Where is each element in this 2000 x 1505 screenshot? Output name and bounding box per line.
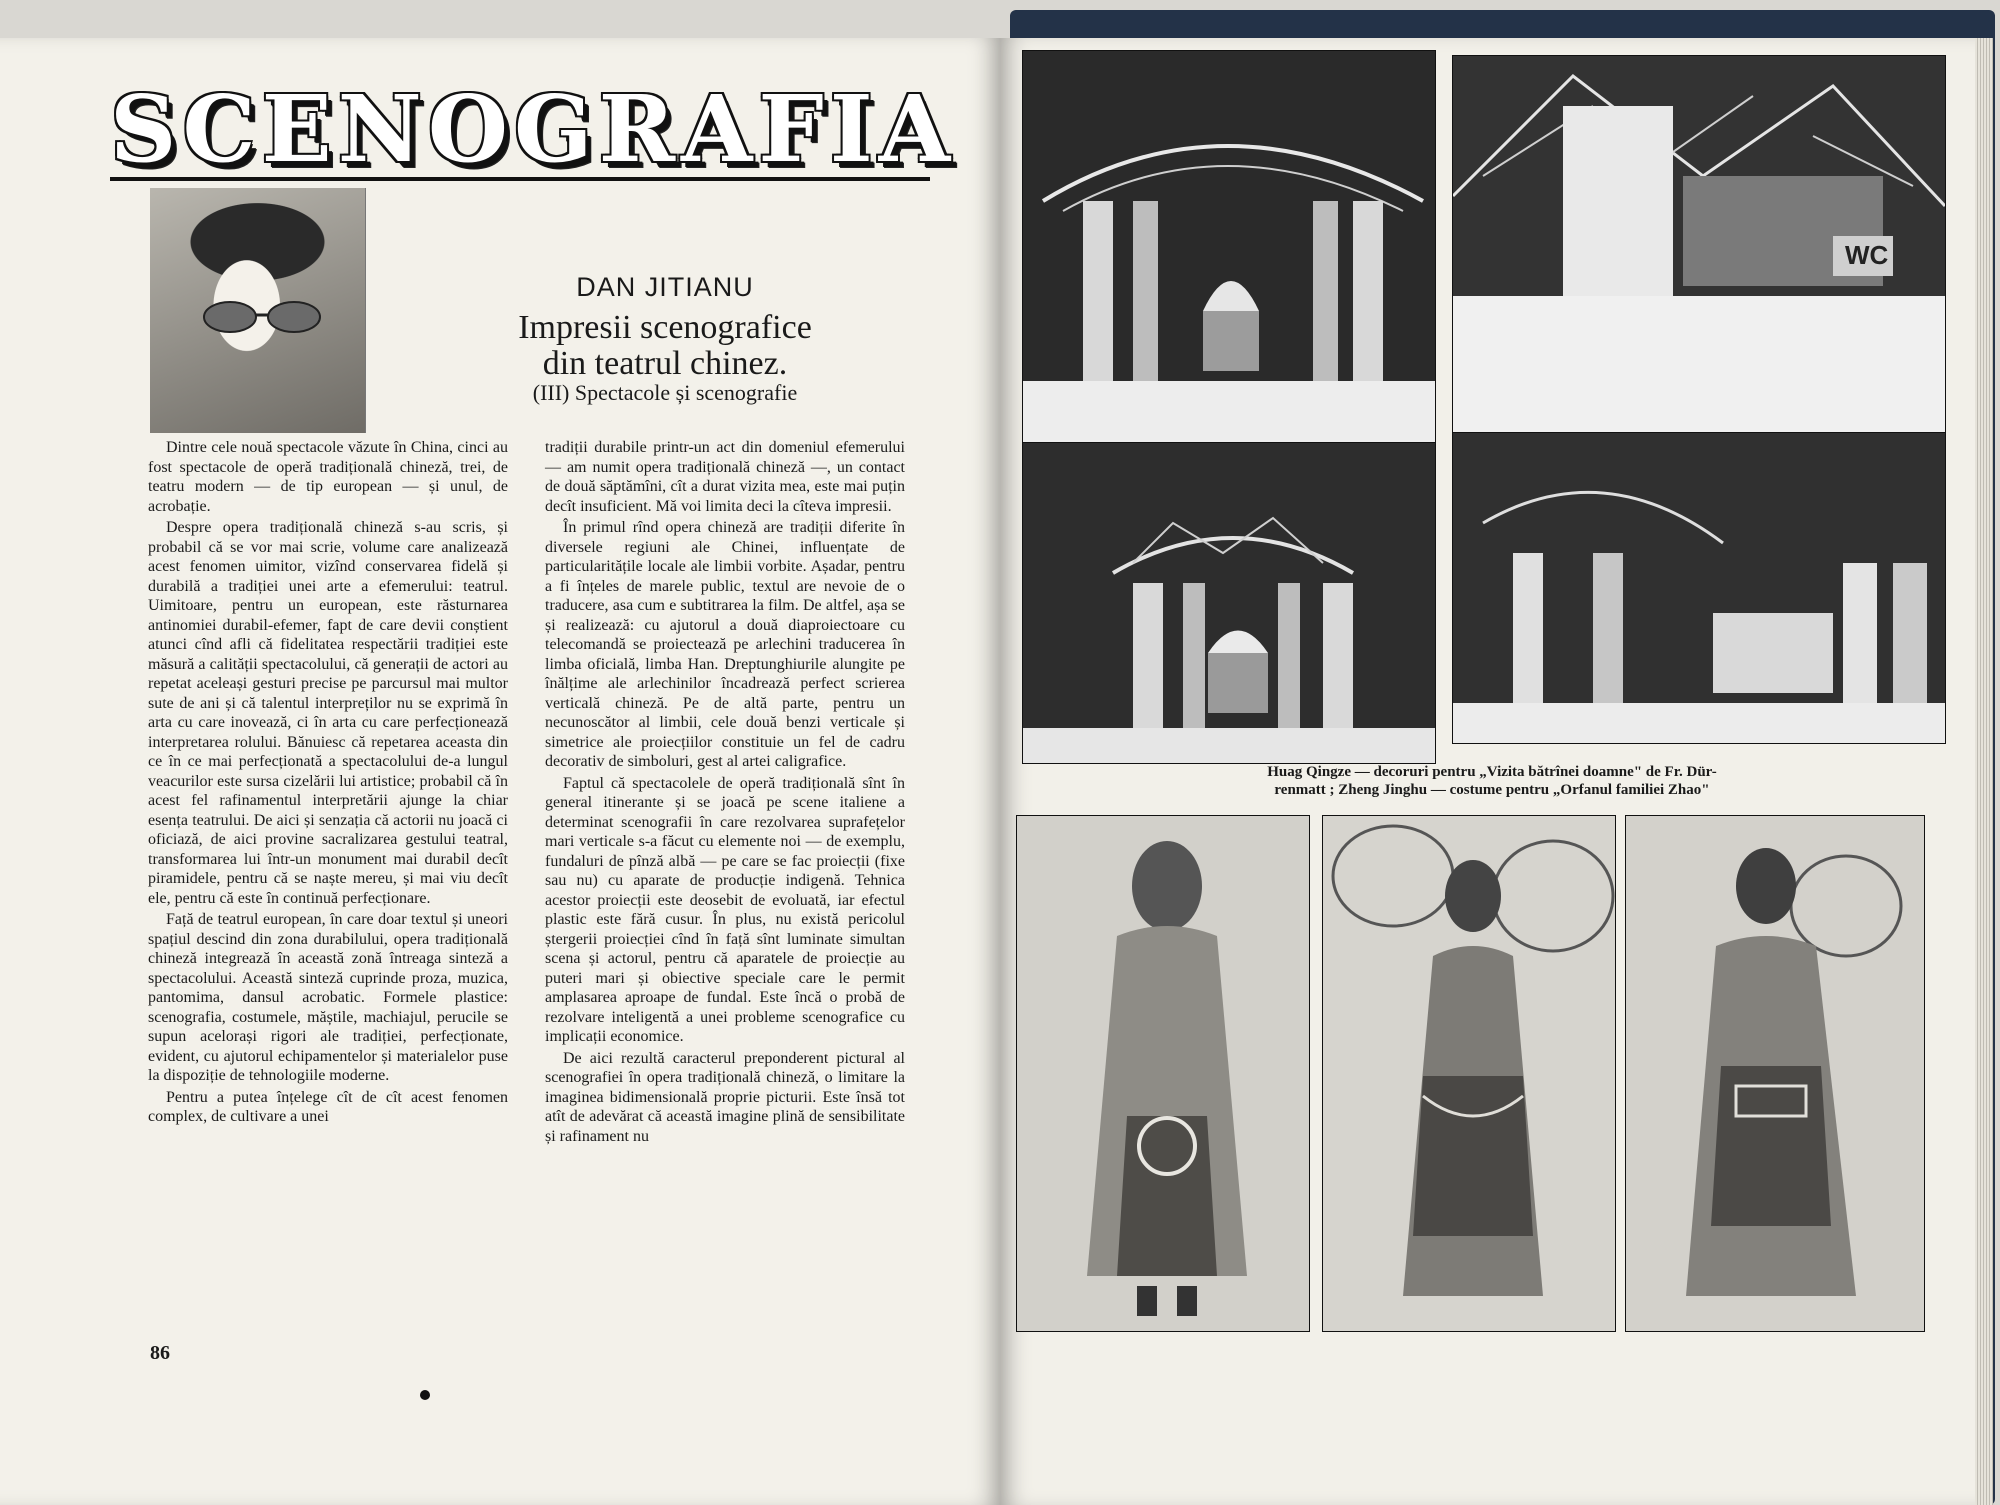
page-stack-edge [1975,38,1993,1505]
author-name: DAN JITIANU [576,272,754,302]
costume-drawing-2 [1322,815,1616,1332]
text-column-1 [148,438,508,1129]
costume-drawing-1 [1016,815,1310,1332]
wc-sign-text: WC [1845,240,1889,270]
article-title [460,310,870,382]
paragraph: Față de teatrul european, în care doar textul și uneori spațiul descind din zona durabilului, opera tradițională chineză integrează în această zonă întreaga sinteză a spectacolului. Această sinteză cuprinde proza, muzica, pantomima, dansul acrobatic. Formele plastice: scenografia, costumele, măștile, machiajul, perucile se supun acelorași rigori ale tradiției, perfecționate, evident, cu ajutorul echipamentelor și materialelor puse la dispoziție de tehnologiile moderne. [148,911,508,1084]
costume-drawing-3 [1625,815,1925,1332]
masthead-title: SCENOGRAFIA [110,75,957,183]
author-portrait-photo [150,188,366,433]
paragraph: De aici rezultă caracterul preponderent pictural al scenografiei în opera tradițională chineză, o limitare la imaginea bidimensională proprie picturii. Este însă tot atît de adevărat că această imagine plină de sensibilitate și rafinament nu [545,1049,905,1145]
photo-caption [1172,763,1812,799]
paragraph: Faptul că spectacolele de operă tradițională sînt în general itinerante și se joacă pe scene italiene a determinat scenografii în care rezolvarea suprafețelor mari verticale s-a făcut cu elemente noi — de exemplu, fundaluri de pînză albă — pe care se fac proiecții (fixe sau nu) cu aparate de producție indigenă. Tehnica acestor proiecții este deosebit de evoluată, iar efectul plastic este fără cusur. În plus, nu există pericolul ștergerii proiecției cînd în față sînt luminate simultan scena și actorul, pentru că aparatele de proiecție au puteri mari și obiective speciale care le permit amplasarea aproape de fundal. Este încă o probă de rezolvare inteligentă a unei probleme scenografice cu implicații economice. [545,774,905,1045]
paragraph: Despre opera tradițională chineză s-au scris, și probabil că se vor mai scrie, volume care analizează acest fenomen uimitor, vizînd conservarea fidelă și durabilă a tradiției unei arte a efemerului: teatrul. Uimitoare, pentru un european, este răsturnarea antinomiei durabil-efemer, fapt de care devii conștient atunci cînd afli că fidelitatea respectării tradiției este măsură a calității spectacolului, că generații de actori au repetat aceleași gesturi precise pe parcursul mai multor sute de ani și că talentul interpreților nu se exprimă în arta cu care inovează, ci în arta cu care perfecționează interpretarea rolului. Bănuiesc că repetarea aceasta din ce în ce mai perfecționată a spectacolului de-a lungul veacurilor este sursa cizelării lui artistice; probabil că în acest fel rafinamentul interpretării ajunge la chiar esența teatrului. De aici și senzația că actorii nu joacă ci oficiază, de aici provine sacralizarea gestului teatral, transformarea lui într-un monument mai durabil decît piramidele, pentru că se naște mereu, și mai viu decît ele, pentru că este în continuă perfecționare. [148,519,508,907]
paragraph: tradiții durabile printr-un act din domeniul efemerului — am numit opera tradițională chineză —, un contact de două săptămîni, cît a durat vizita mea, este mai puțin decît insuficient. Mă voi limita deci la cîteva impresii. [545,439,905,515]
article-subtitle: (III) Spectacole și scenografie [532,380,798,405]
caption-line-1: Huag Qingze — decoruri pentru „Vizita bătrînei doamne" de Fr. Dür- [1267,764,1717,780]
article-title-line-1: Impresii scenografice [518,309,812,346]
paragraph: Pentru a putea înțelege cît de cît acest fenomen complex, de cultivare a unei [148,1088,508,1125]
stage-set-photo-2 [1452,55,1946,437]
text-column-2 [545,438,905,1148]
article-title-line-2: din teatrul chinez. [542,345,788,382]
stage-set-photo-3 [1022,442,1436,764]
glasses-shape [202,300,322,334]
paragraph: Dintre cele nouă spectacole văzute în China, cinci au fost spectacole de operă tradițională chineză, trei, de teatru modern — de tip european — și unul, de acrobație. [148,439,508,515]
ink-dot [420,1390,430,1400]
paragraph: În primul rînd opera chineză are tradiții diferite în diversele regiuni ale Chinei, influențate de particularitățile locale ale limbii vorbite. Așadar, pentru a fi înțeles de marele public, textul are nevoie de o traducere, asa cum e subtitrarea la film. De altfel, așa se și realizează: cu ajutorul a două diaproiectoare cu telecomandă se proiectează pe arlechini traducerea în limba oficială, limba Han. Dreptunghiurile alungite pe înălțime ale arlechinilor încadrează perfect scrierea verticală chineză. Pe de altă parte, pentru un necunoscător al limbii, cele două benzi verticale și simetrice ale proiecțiilor constituie un fel de cadru decorativ de simboluri, gest al artei caligrafice. [545,519,905,770]
page-number: 86 [150,1342,170,1364]
stage-set-photo-1 [1022,50,1436,452]
caption-line-2: renmatt ; Zheng Jinghu — costume pentru „Orfanul familiei Zhao" [1274,782,1710,798]
stage-set-photo-4 [1452,432,1946,744]
